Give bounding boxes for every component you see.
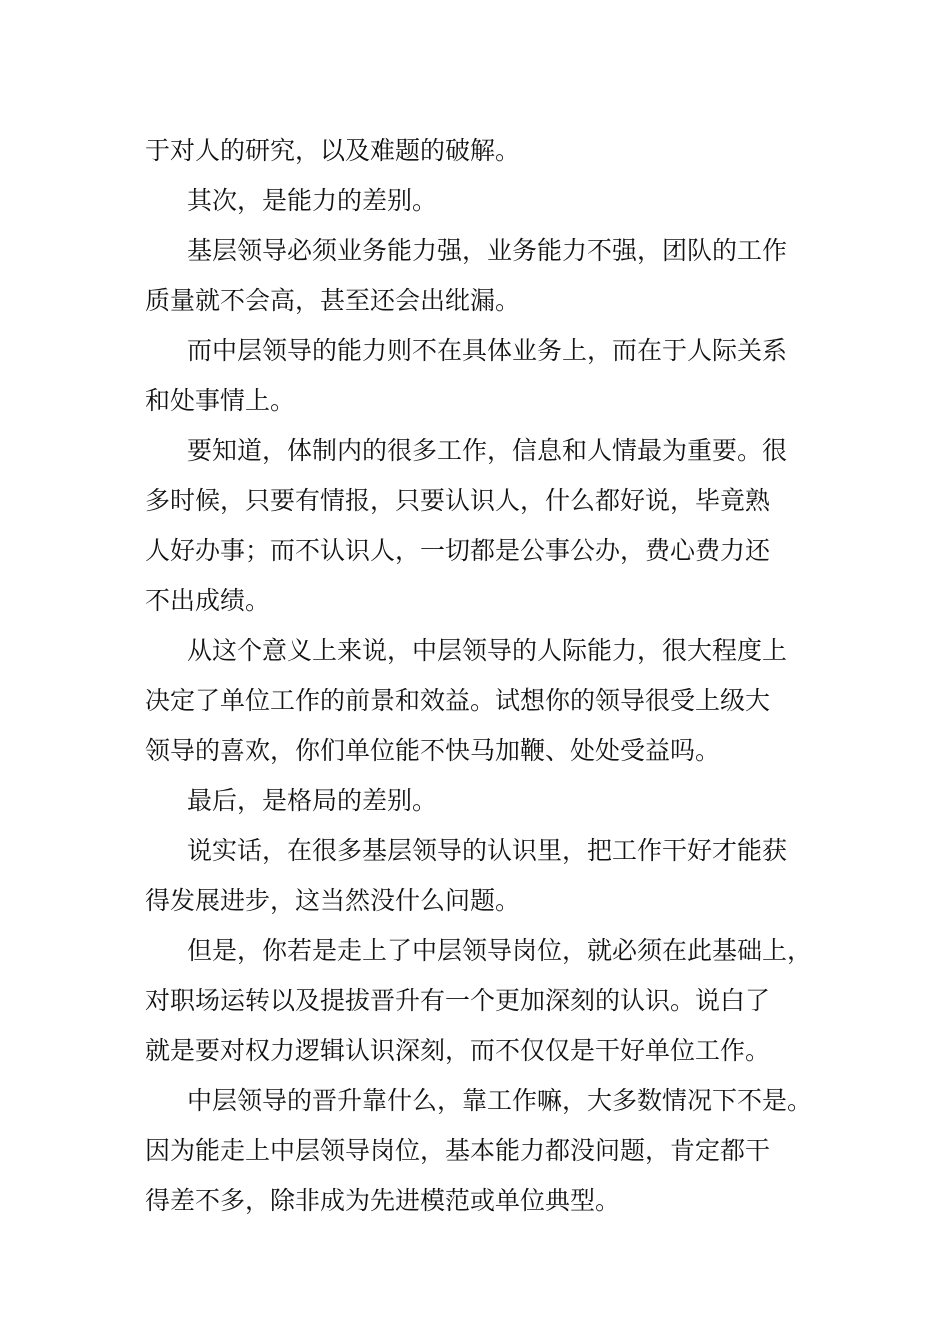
text-line: 就是要对权力逻辑认识深刻，而不仅仅是干好单位工作。 — [145, 1036, 771, 1065]
text-line: 人好办事；而不认识人，一切都是公事公办，费心费力还 — [145, 536, 771, 565]
text-line: 领导的喜欢，你们单位能不快马加鞭、处处受益吗。 — [145, 736, 721, 765]
text-line: 多时候，只要有情报，只要认识人，什么都好说，毕竟熟 — [145, 486, 771, 515]
text-line: 中层领导的晋升靠什么，靠工作嘛，大多数情况下不是。 — [187, 1086, 813, 1115]
body-text — [145, 126, 815, 1226]
text-line: 最后，是格局的差别。 — [187, 786, 438, 815]
text-line: 其次，是能力的差别。 — [187, 186, 438, 215]
text-line: 但是，你若是走上了中层领导岗位，就必须在此基础上， — [187, 936, 813, 965]
text-line: 和处事情上。 — [145, 386, 296, 415]
text-line: 得差不多，除非成为先进模范或单位典型。 — [145, 1186, 621, 1215]
text-line: 要知道，体制内的很多工作，信息和人情最为重要。很 — [187, 436, 788, 465]
text-line: 从这个意义上来说，中层领导的人际能力，很大程度上 — [187, 636, 788, 665]
text-line: 于对人的研究，以及难题的破解。 — [145, 136, 521, 165]
text-line: 因为能走上中层领导岗位，基本能力都没问题，肯定都干 — [145, 1136, 771, 1165]
text-line: 得发展进步，这当然没什么问题。 — [145, 886, 521, 915]
text-line: 说实话，在很多基层领导的认识里，把工作干好才能获 — [187, 836, 788, 865]
text-line: 决定了单位工作的前景和效益。试想你的领导很受上级大 — [145, 686, 771, 715]
text-line: 基层领导必须业务能力强，业务能力不强，团队的工作 — [187, 236, 788, 265]
text-line: 质量就不会高，甚至还会出纰漏。 — [145, 286, 521, 315]
text-line: 对职场运转以及提拔晋升有一个更加深刻的认识。说白了 — [145, 986, 771, 1015]
text-line: 不出成绩。 — [145, 586, 271, 615]
text-line: 而中层领导的能力则不在具体业务上，而在于人际关系 — [187, 336, 788, 365]
